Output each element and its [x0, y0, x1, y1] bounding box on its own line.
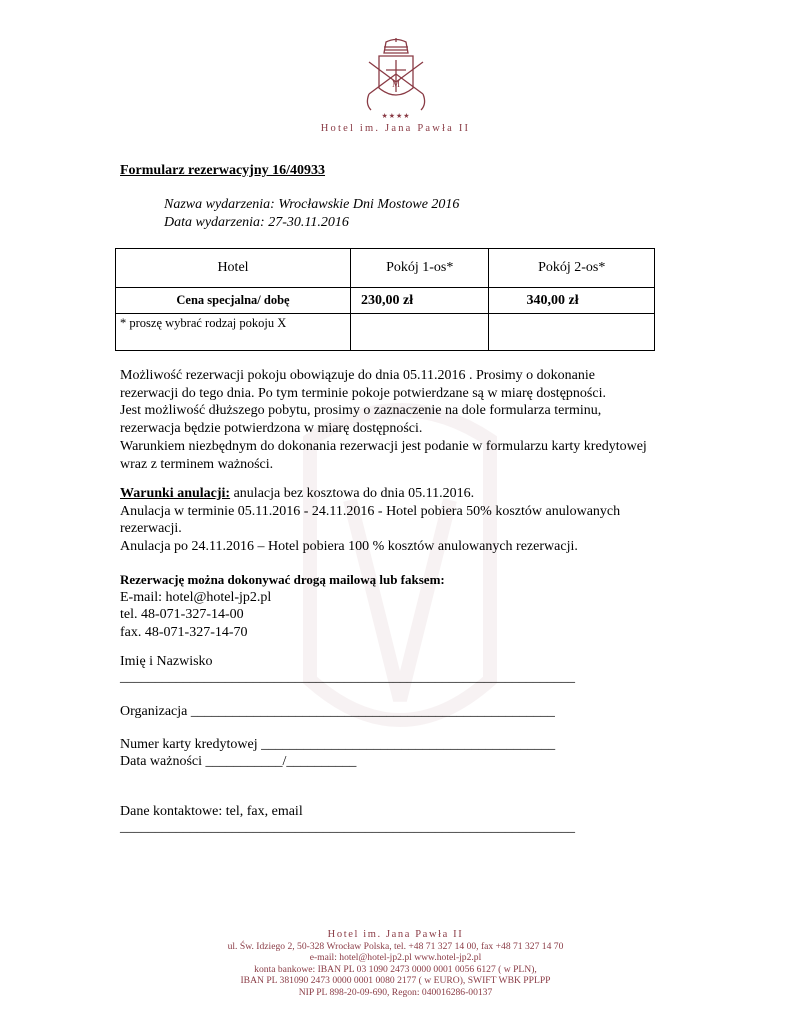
cancellation-line: [120, 485, 680, 503]
contact-details-field[interactable]: _________________________________________________________________: [120, 820, 575, 835]
table-row-price: [116, 288, 655, 314]
cancellation-line: rezerwacji.: [120, 521, 182, 537]
event-date: Data wydarzenia: 27-30.11.2016: [164, 215, 349, 230]
price-double: 340,00 zł: [489, 288, 655, 314]
select-double-cell[interactable]: [489, 314, 655, 351]
price-table: [115, 248, 655, 351]
cancellation-line: Anulacja w terminie 05.11.2016 - 24.11.2016 - Hotel pobiera 50% kosztów anulowanych: [120, 503, 621, 519]
credit-card-field[interactable]: Numer karty kredytowej __________________________________________: [120, 737, 556, 752]
stars-rating: ★★★★: [381, 112, 411, 120]
footer-address: ul. Św. Idziego 2, 50-328 Wrocław Polska, tel. +48 71 327 14 00, fax +48 71 327 14 70: [227, 940, 564, 952]
info-line: Jest możliwość dłuższego pobytu, prosimy o zaznaczenie na dole formularza terminu,: [120, 403, 602, 419]
select-single-cell[interactable]: [350, 314, 489, 351]
info-paragraph: [120, 367, 680, 473]
header-single-room: Pokój 1-os*: [350, 249, 489, 288]
info-line: Warunkiem niezbędnym do dokonania rezerwacji jest podanie w formularzu karty kredytowej: [120, 438, 647, 454]
footer-web[interactable]: e-mail: hotel@hotel-jp2.pl www.hotel-jp2.pl: [309, 952, 482, 964]
header-hotel: Hotel: [116, 249, 351, 288]
info-line: rezerwacja będzie potwierdzona w miarę dostępności.: [120, 421, 423, 437]
cancellation-section: [120, 485, 680, 556]
info-line: rezerwacji do tego dnia. Po tym terminie pokoje potwierdzane są w miarę dostępności.: [120, 385, 606, 401]
footer-bank-eur: IBAN PL 381090 2473 0000 0001 0080 2177 ( w EURO), SWIFT WBK PPLPP: [240, 975, 551, 987]
header-double-room: Pokój 2-os*: [489, 249, 655, 288]
table-row-select: [116, 314, 655, 351]
contact-heading: Rezerwację można dokonywać drogą mailową lub faksem:: [120, 572, 445, 587]
info-line: Możliwość rezerwacji pokoju obowiązuje do dnia 05.11.2016 . Prosimy o dokonanie: [120, 368, 595, 383]
cancellation-heading: Warunki anulacji:: [120, 486, 231, 501]
name-label: Imię i Nazwisko: [120, 654, 213, 669]
footer-hotel-name: Hotel im. Jana Pawła II: [327, 929, 464, 940]
contact-fax: fax. 48-071-327-14-70: [120, 625, 248, 641]
organization-field[interactable]: Organizacja ____________________________________________________: [120, 704, 555, 719]
table-header-row: [116, 249, 655, 288]
contact-tel: tel. 48-071-327-14-00: [120, 607, 244, 623]
footer-bank-pln: konta bankowe: IBAN PL 03 1090 2473 0000 0001 0056 6127 ( w PLN),: [254, 963, 537, 975]
expiry-date-field[interactable]: Data ważności ___________/__________: [120, 754, 357, 769]
info-line: wraz z terminem ważności.: [120, 456, 274, 472]
hotel-crest-logo: [355, 38, 437, 122]
price-single: 230,00 zł: [350, 288, 489, 314]
contact-details-label: Dane kontaktowe: tel, fax, email: [120, 804, 303, 819]
footer: [0, 929, 791, 999]
hotel-name-header: Hotel im. Jana Pawła II: [320, 123, 471, 134]
contact-email[interactable]: E-mail: hotel@hotel-jp2.pl: [120, 589, 272, 605]
special-price-label: Cena specjalna/ dobę: [116, 288, 351, 314]
form-title: Formularz rezerwacyjny 16/40933: [120, 163, 326, 178]
room-type-note: * proszę wybrać rodzaj pokoju X: [116, 314, 351, 351]
name-field[interactable]: _________________________________________________________________: [120, 670, 575, 685]
event-name: Nazwa wydarzenia: Wrocławskie Dni Mostowe 2016: [164, 197, 460, 212]
contact-section: [120, 571, 680, 642]
cancellation-text: anulacja bez kosztowa do dnia 05.11.2016.: [230, 486, 475, 501]
svg-text:M: M: [392, 79, 401, 89]
footer-nip: NIP PL 898-20-09-690, Regon: 040016286-00137: [298, 986, 493, 998]
cancellation-line: Anulacja po 24.11.2016 – Hotel pobiera 100 % kosztów anulowanych rezerwacji.: [120, 539, 578, 555]
